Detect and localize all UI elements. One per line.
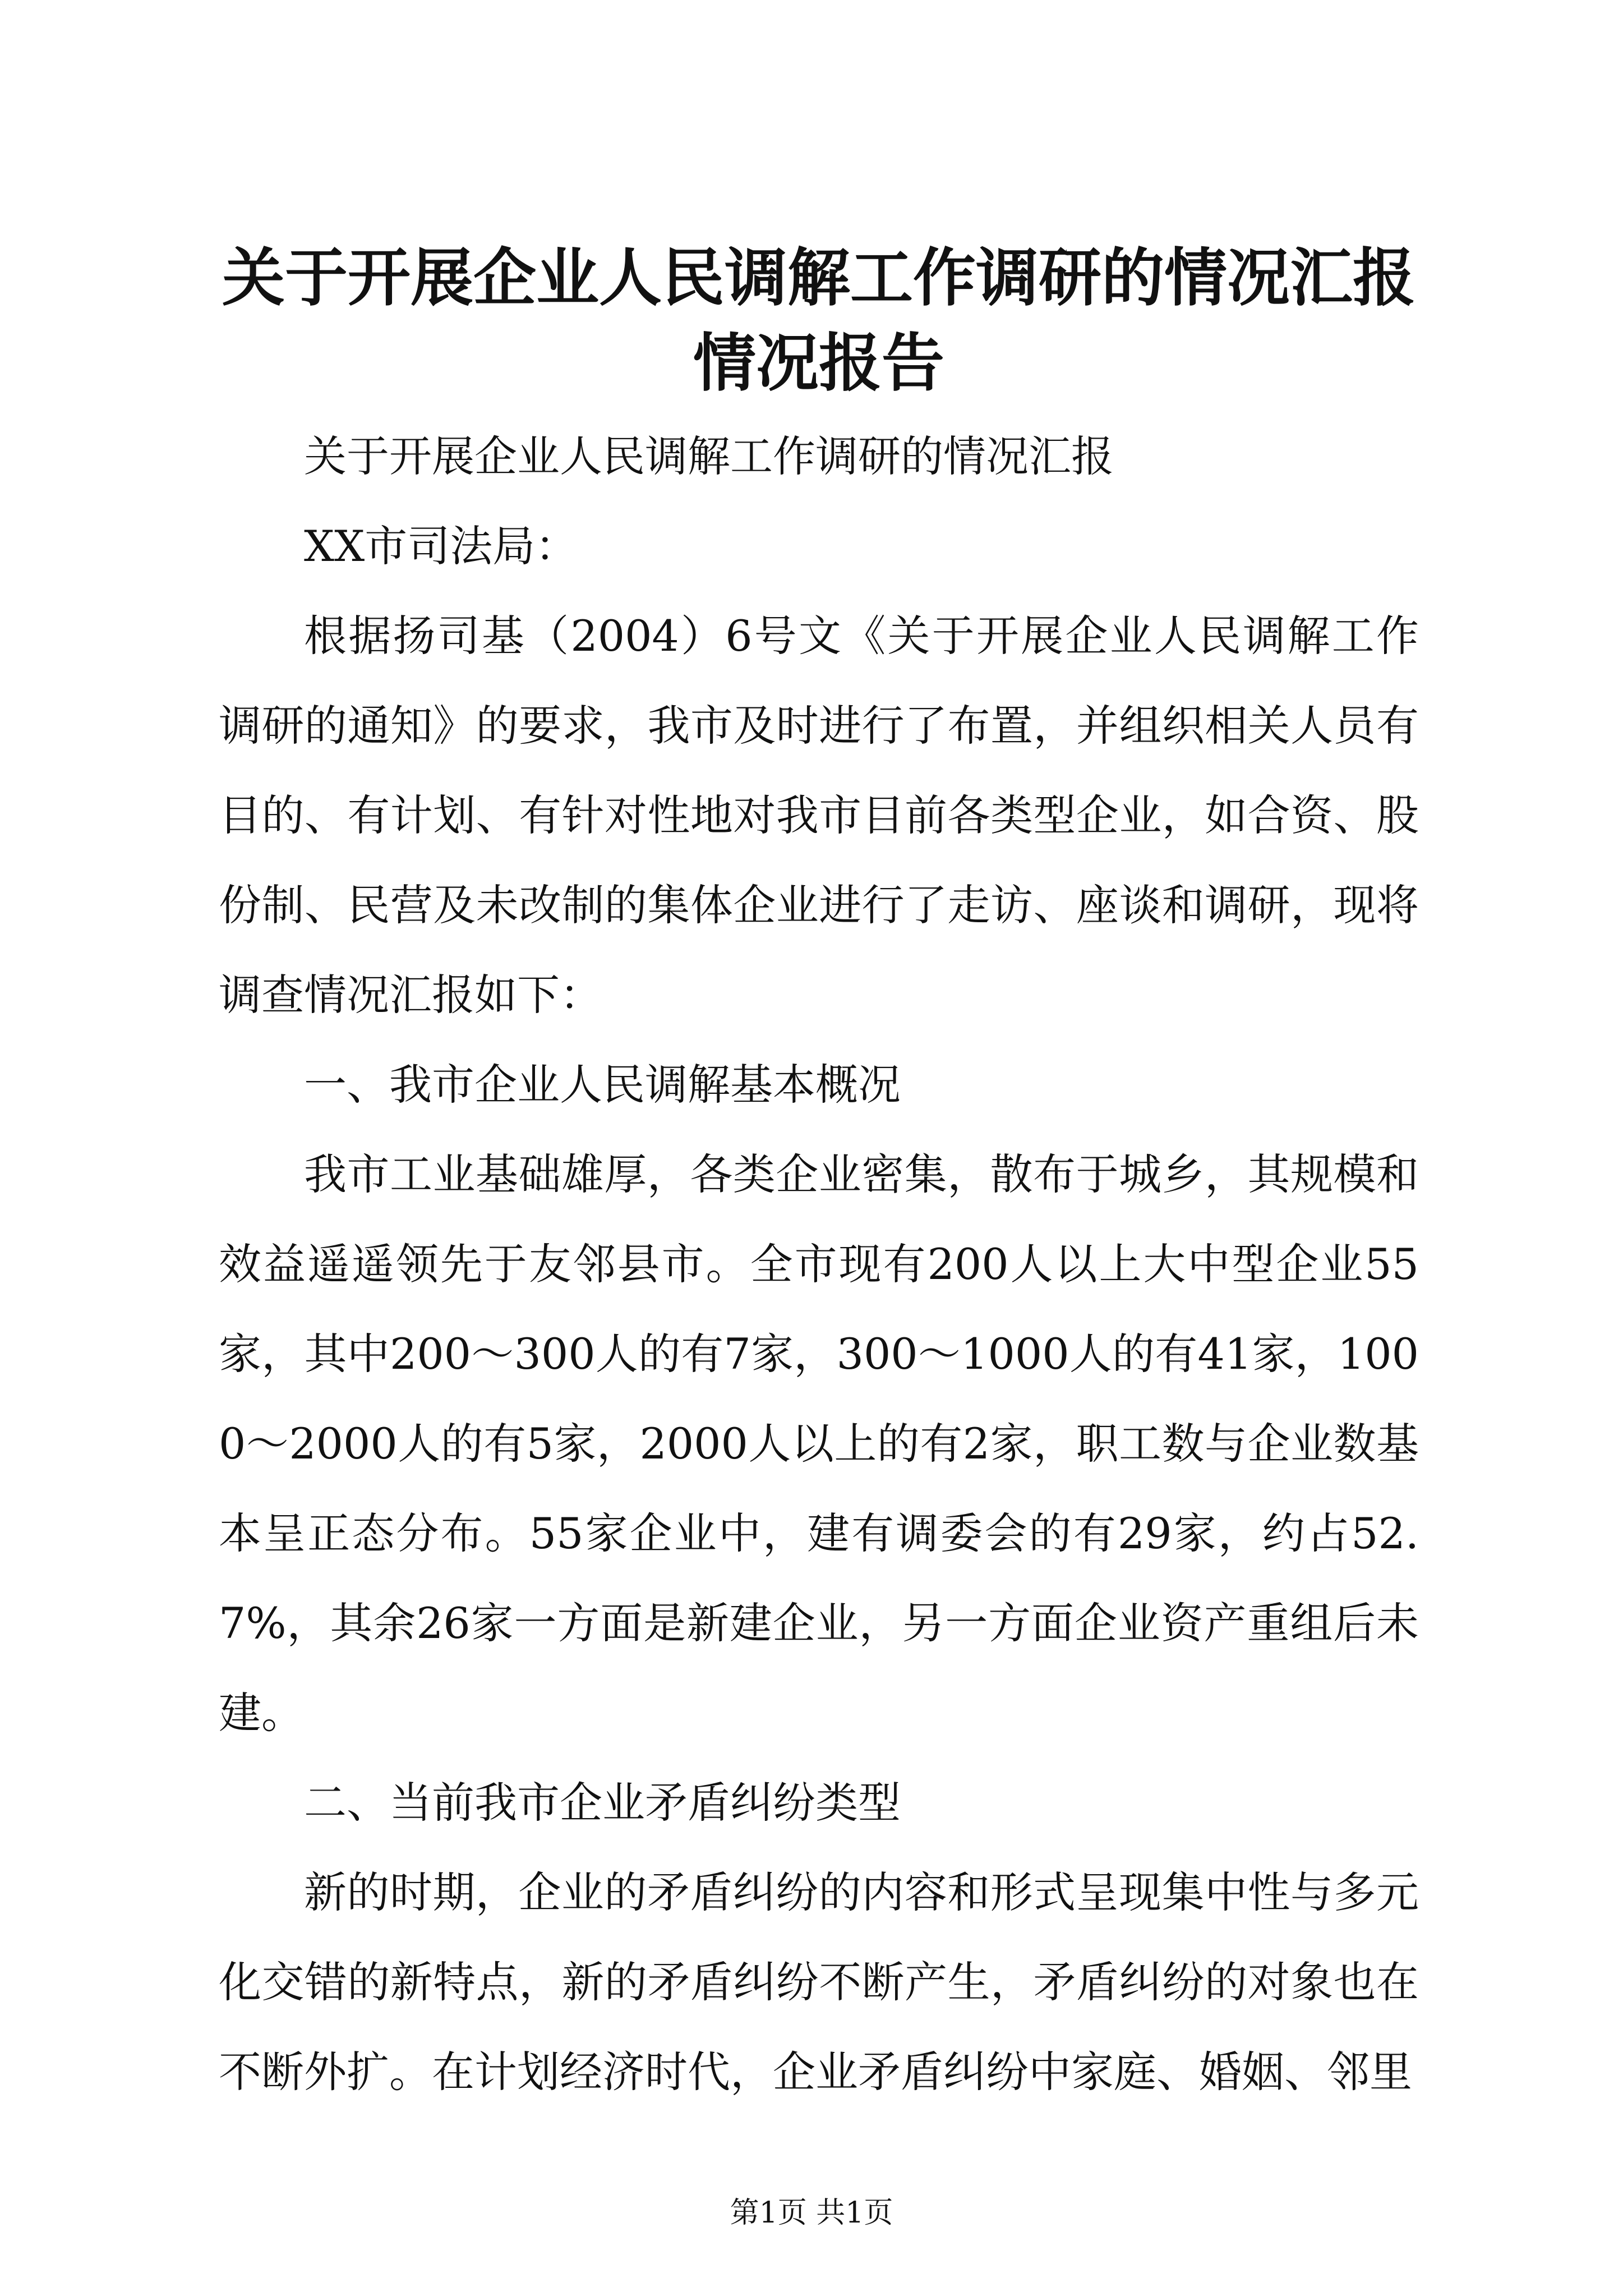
addressee: XX市司法局： xyxy=(304,521,578,571)
document-subtitle: 关于开展企业人民调解工作调研的情况汇报 xyxy=(304,431,1114,481)
section-heading-2: 二、当前我市企业矛盾纠纷类型 xyxy=(304,1778,901,1828)
paragraph-intro: 根据扬司基（2004）6号文《关于开展企业人民调解工作调研的通知》的要求，我市及时进行了布置，并组织相关人员有目的、有计划、有针对性地对我市目前各类型企业，如合资、股份制、民营及未改制的集体企业进行了走访、座谈和调研，现将调查情况汇报如下： xyxy=(219,611,1419,1020)
document-title: 关于开展企业人民调解工作调研的情况汇报情况报告 xyxy=(222,241,1415,400)
document-body xyxy=(219,236,1419,2117)
section-heading-1: 一、我市企业人民调解基本概况 xyxy=(304,1060,901,1110)
page-footer: 第1页 共1页 xyxy=(730,2196,893,2230)
paragraph-dispute-types: 新的时期，企业的矛盾纠纷的内容和形式呈现集中性与多元化交错的新特点，新的矛盾纠纷不断产生，矛盾纠纷的对象也在不断外扩。在计划经济时代，企业矛盾纠纷中家庭、婚姻、邻里 xyxy=(219,1867,1419,2097)
paragraph-overview: 我市工业基础雄厚，各类企业密集，散布于城乡，其规模和效益遥遥领先于友邻县市。全市现有200人以上大中型企业55家，其中200～300人的有7家，300～1000人的有41家，1000～2000人的有5家，2000人以上的有2家，职工数与企业数基本呈正态分布。55家企业中，建有调委会的有29家，约占52.7%，其余26家一方面是新建企业，另一方面企业资产重组后未建。 xyxy=(219,1149,1419,1738)
